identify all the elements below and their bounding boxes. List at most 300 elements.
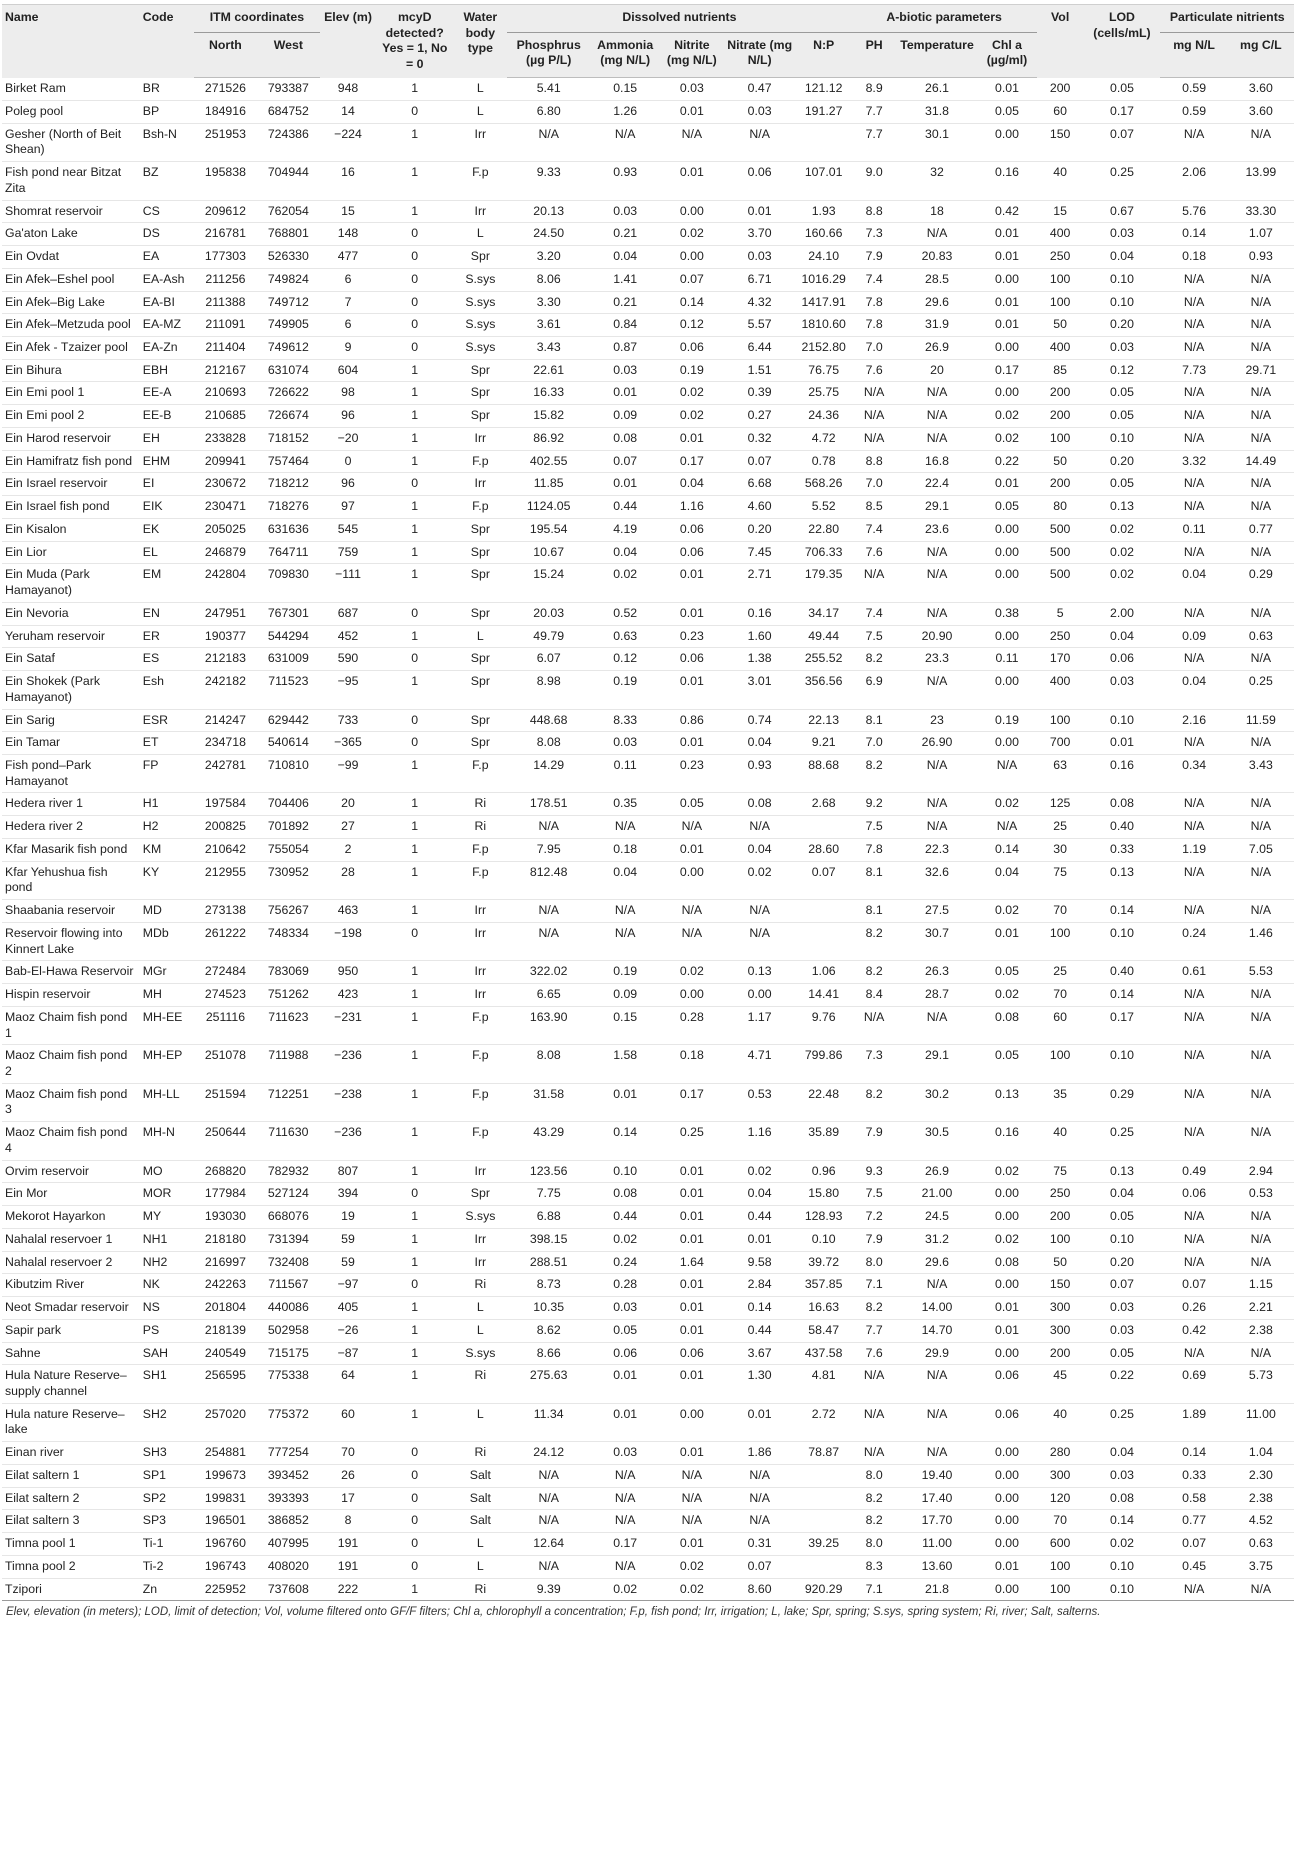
cell-mg-n: N/A xyxy=(1183,408,1205,423)
cell-vol: 85 xyxy=(1053,362,1067,377)
cell-np: 9.21 xyxy=(811,735,836,750)
cell-mg-n: 0.59 xyxy=(1182,103,1207,118)
cell-lod: 0.02 xyxy=(1109,521,1134,536)
cell-ph: 7.7 xyxy=(865,126,883,141)
cell-code: EA-BI xyxy=(142,294,175,309)
cell-mcyd: 1 xyxy=(411,126,419,141)
cell-mg-n: N/A xyxy=(1183,1254,1205,1269)
cell-ammonia: 0.04 xyxy=(613,864,638,879)
table-row xyxy=(2,1228,1294,1251)
cell-phosphrus: 49.79 xyxy=(533,628,565,643)
cell-west: 718212 xyxy=(267,476,309,491)
cell-ammonia: 0.02 xyxy=(613,1581,638,1596)
cell-ph: 7.5 xyxy=(865,819,883,834)
cell-phosphrus: 398.15 xyxy=(529,1231,568,1246)
cell-nitrate: 2.84 xyxy=(747,1277,772,1292)
cell-mg-c: 0.93 xyxy=(1248,249,1273,264)
cell-ph: 8.0 xyxy=(865,1467,883,1482)
cell-temperature: N/A xyxy=(926,605,948,620)
cell-vol: 200 xyxy=(1049,1209,1071,1224)
cell-name: Ein Hamifratz fish pond xyxy=(5,453,133,468)
cell-name: Timna pool 1 xyxy=(5,1536,76,1551)
cell-chl-a: 0.00 xyxy=(995,271,1019,286)
cell-np: 22.80 xyxy=(808,521,840,536)
cell-name: Ein Muda (Park Hamayanot) xyxy=(5,567,90,598)
cell-chl-a: 0.02 xyxy=(995,408,1019,423)
cell-ph: 7.0 xyxy=(865,476,883,491)
cell-lod: 0.20 xyxy=(1109,1254,1134,1269)
table-row xyxy=(2,382,1294,405)
cell-mcyd: 1 xyxy=(411,385,419,400)
cell-code: Ti-1 xyxy=(142,1536,164,1551)
cell-mg-n: N/A xyxy=(1183,903,1205,918)
cell-code: MH-EP xyxy=(142,1048,183,1063)
cell-elev: 191 xyxy=(337,1558,359,1573)
cell-mcyd: 0 xyxy=(411,271,419,286)
cell-chl-a: 0.19 xyxy=(995,712,1019,727)
cell-nitrite: N/A xyxy=(681,903,703,918)
cell-temperature: 23 xyxy=(930,712,944,727)
cell-ammonia: 0.03 xyxy=(613,735,638,750)
table-row xyxy=(2,314,1294,337)
table-row xyxy=(2,1342,1294,1365)
cell-ph: 8.4 xyxy=(865,987,883,1002)
cell-elev: 96 xyxy=(341,476,355,491)
cell-mcyd: 1 xyxy=(411,1048,419,1063)
cell-mcyd: 1 xyxy=(411,864,419,879)
cell-lod: 0.05 xyxy=(1109,476,1134,491)
cell-code: SP2 xyxy=(142,1490,166,1505)
cell-mg-n: N/A xyxy=(1183,126,1205,141)
cell-chl-a: 0.05 xyxy=(995,499,1019,514)
cell-water-type: Ri xyxy=(474,819,487,834)
cell-ammonia: 8.33 xyxy=(613,712,638,727)
header-north: North xyxy=(194,32,257,77)
cell-mg-c: N/A xyxy=(1250,987,1272,1002)
cell-nitrate: 5.57 xyxy=(747,317,772,332)
cell-west: 751262 xyxy=(267,987,309,1002)
cell-ph: 7.9 xyxy=(865,249,883,264)
cell-temperature: 26.9 xyxy=(925,1163,949,1178)
cell-np: 357.85 xyxy=(804,1277,843,1292)
cell-nitrate: 3.67 xyxy=(747,1345,772,1360)
cell-lod: 0.03 xyxy=(1109,1300,1134,1315)
cell-phosphrus: 1124.05 xyxy=(526,499,571,514)
cell-mg-c: N/A xyxy=(1250,1048,1272,1063)
table-row xyxy=(2,1183,1294,1206)
cell-north: 242781 xyxy=(204,757,246,772)
cell-mg-c: N/A xyxy=(1250,1254,1272,1269)
cell-elev: 463 xyxy=(337,903,359,918)
cell-west: 775338 xyxy=(267,1368,309,1383)
cell-mg-n: 0.24 xyxy=(1182,925,1207,940)
cell-mg-n: 0.26 xyxy=(1182,1300,1207,1315)
header-lod: LOD (cells/mL) xyxy=(1083,5,1160,78)
cell-np: 4.72 xyxy=(811,430,836,445)
cell-mg-c: N/A xyxy=(1250,294,1272,309)
cell-ph: N/A xyxy=(863,1406,885,1421)
cell-mg-c: 0.63 xyxy=(1248,628,1273,643)
cell-west: 393393 xyxy=(267,1490,309,1505)
cell-chl-a: 0.14 xyxy=(995,841,1019,856)
cell-ph: 8.1 xyxy=(865,903,883,918)
cell-np: 14.41 xyxy=(808,987,840,1002)
cell-ammonia: 0.09 xyxy=(613,408,638,423)
cell-north: 251953 xyxy=(204,126,246,141)
cell-west: 709830 xyxy=(267,567,309,582)
cell-elev: 64 xyxy=(341,1368,355,1383)
table-row xyxy=(2,984,1294,1007)
cell-mcyd: 0 xyxy=(411,735,419,750)
cell-nitrate: 0.01 xyxy=(747,1231,772,1246)
cell-np: 191.27 xyxy=(804,103,843,118)
cell-north: 268820 xyxy=(204,1163,246,1178)
cell-ph: 8.2 xyxy=(865,925,883,940)
cell-water-type: Ri xyxy=(474,1368,487,1383)
cell-nitrite: 0.07 xyxy=(679,271,704,286)
cell-mg-n: 0.45 xyxy=(1182,1558,1207,1573)
cell-mcyd: 1 xyxy=(411,964,419,979)
cell-ph: 7.8 xyxy=(865,294,883,309)
cell-np: 1.06 xyxy=(811,964,836,979)
cell-nitrate: 0.16 xyxy=(747,605,772,620)
table-header xyxy=(2,5,1294,78)
cell-lod: 0.04 xyxy=(1109,628,1134,643)
cell-mg-n: N/A xyxy=(1183,819,1205,834)
cell-vol: 170 xyxy=(1049,651,1071,666)
cell-elev: 9 xyxy=(344,340,352,355)
cell-vol: 125 xyxy=(1049,796,1071,811)
cell-west: 737608 xyxy=(267,1581,309,1596)
cell-north: 218139 xyxy=(204,1322,246,1337)
cell-elev: 477 xyxy=(337,249,359,264)
cell-nitrite: 0.01 xyxy=(679,605,704,620)
cell-ph: 9.3 xyxy=(865,1163,883,1178)
cell-elev: 70 xyxy=(341,1445,355,1460)
cell-ph: 7.9 xyxy=(865,1231,883,1246)
cell-np: 0.07 xyxy=(811,864,836,879)
cell-vol: 250 xyxy=(1049,249,1071,264)
cell-nitrate: 0.32 xyxy=(747,430,772,445)
cell-mcyd: 0 xyxy=(411,103,419,118)
cell-np: 5.52 xyxy=(811,499,836,514)
cell-chl-a: 0.01 xyxy=(995,1322,1019,1337)
cell-mg-c: 0.53 xyxy=(1248,1186,1273,1201)
cell-lod: 0.07 xyxy=(1109,126,1134,141)
cell-np: 128.93 xyxy=(804,1209,843,1224)
cell-np: 22.48 xyxy=(808,1086,840,1101)
cell-mcyd: 1 xyxy=(411,1368,419,1383)
cell-mg-n: 0.42 xyxy=(1182,1322,1207,1337)
cell-mcyd: 0 xyxy=(411,294,419,309)
cell-phosphrus: 8.06 xyxy=(536,271,561,286)
cell-phosphrus: 3.43 xyxy=(536,340,561,355)
cell-north: 210685 xyxy=(204,408,246,423)
cell-north: 212955 xyxy=(204,864,246,879)
cell-ammonia: N/A xyxy=(614,1490,636,1505)
cell-west: 711988 xyxy=(268,1048,309,1063)
cell-nitrate: 1.86 xyxy=(747,1445,772,1460)
table-row xyxy=(2,337,1294,360)
cell-temperature: 19.40 xyxy=(921,1467,953,1482)
cell-mg-c: N/A xyxy=(1250,735,1272,750)
table-row xyxy=(2,1403,1294,1441)
table-row xyxy=(2,1006,1294,1044)
cell-mg-n: 0.11 xyxy=(1182,521,1206,536)
cell-lod: 0.05 xyxy=(1109,1345,1134,1360)
cell-ph: 8.8 xyxy=(865,453,883,468)
header-name: Name xyxy=(2,5,140,78)
cell-vol: 35 xyxy=(1053,1086,1067,1101)
cell-mg-c: N/A xyxy=(1250,271,1272,286)
cell-mg-n: N/A xyxy=(1183,294,1205,309)
cell-north: 230471 xyxy=(204,499,246,514)
cell-mg-n: N/A xyxy=(1183,340,1205,355)
cell-phosphrus: N/A xyxy=(538,903,559,918)
cell-nitrate: 0.47 xyxy=(747,81,772,96)
cell-north: 230672 xyxy=(204,476,246,491)
cell-name: Orvim reservoir xyxy=(5,1163,90,1178)
cell-chl-a: 0.01 xyxy=(995,226,1019,241)
cell-water-type: Spr xyxy=(470,362,490,377)
cell-name: Birket Ram xyxy=(5,80,66,95)
cell-temperature: 29.1 xyxy=(925,1048,949,1063)
cell-mcyd: 1 xyxy=(411,544,419,559)
cell-north: 274523 xyxy=(204,987,246,1002)
cell-lod: 0.67 xyxy=(1109,203,1134,218)
cell-elev: 97 xyxy=(341,499,355,514)
cell-name: Ein Afek - Tzaizer pool xyxy=(5,340,128,355)
cell-mg-n: N/A xyxy=(1183,476,1205,491)
cell-mg-c: N/A xyxy=(1250,1009,1272,1024)
cell-name: Ein Israel reservoir xyxy=(5,476,108,491)
cell-chl-a: 0.00 xyxy=(995,735,1019,750)
cell-elev: 148 xyxy=(337,226,359,241)
cell-vol: 100 xyxy=(1049,1048,1071,1063)
cell-temperature: 27.5 xyxy=(925,903,949,918)
cell-vol: 80 xyxy=(1053,499,1067,514)
cell-nitrate: N/A xyxy=(749,925,770,940)
cell-mg-n: 1.19 xyxy=(1182,841,1207,856)
cell-phosphrus: 24.50 xyxy=(533,226,565,241)
cell-ammonia: 0.44 xyxy=(613,1209,638,1224)
cell-ammonia: 0.03 xyxy=(613,203,638,218)
cell-mg-c: 0.29 xyxy=(1248,567,1273,582)
cell-lod: 0.16 xyxy=(1109,757,1134,772)
cell-west: 502958 xyxy=(267,1322,309,1337)
cell-mg-c: 1.15 xyxy=(1248,1277,1273,1292)
cell-water-type: Spr xyxy=(470,605,490,620)
cell-west: 768801 xyxy=(267,226,309,241)
cell-nitrate: 0.04 xyxy=(747,1186,772,1201)
table-row xyxy=(2,816,1294,839)
cell-nitrite: 0.01 xyxy=(679,1368,704,1383)
table-row xyxy=(2,291,1294,314)
cell-elev: 0 xyxy=(344,453,352,468)
cell-west: 704406 xyxy=(267,796,309,811)
cell-code: MDb xyxy=(142,925,169,940)
cell-mg-n: N/A xyxy=(1183,1125,1205,1140)
cell-ammonia: 0.01 xyxy=(613,385,638,400)
cell-mcyd: 1 xyxy=(411,819,419,834)
cell-name: Timna pool 2 xyxy=(5,1558,76,1573)
cell-west: 704944 xyxy=(267,165,309,180)
cell-elev: −99 xyxy=(337,757,359,772)
cell-nitrate: 0.03 xyxy=(747,249,772,264)
cell-elev: −236 xyxy=(334,1048,362,1063)
cell-mcyd: 1 xyxy=(411,1209,419,1224)
cell-temperature: 31.9 xyxy=(925,317,949,332)
cell-north: 242182 xyxy=(204,674,246,689)
header-phosphrus: Phosphrus (µg P/L) xyxy=(507,32,589,77)
cell-chl-a: 0.08 xyxy=(995,1009,1019,1024)
cell-water-type: S.sys xyxy=(465,271,496,286)
cell-phosphrus: N/A xyxy=(538,1467,559,1482)
cell-mg-n: N/A xyxy=(1183,385,1205,400)
cell-temperature: 32 xyxy=(930,165,944,180)
cell-mcyd: 0 xyxy=(411,712,419,727)
cell-nitrate: 0.04 xyxy=(747,841,772,856)
cell-ammonia: 0.03 xyxy=(613,1300,638,1315)
cell-nitrite: 0.01 xyxy=(679,1186,704,1201)
cell-nitrate: N/A xyxy=(749,1490,770,1505)
cell-lod: 0.10 xyxy=(1109,1048,1134,1063)
cell-ammonia: 0.15 xyxy=(613,81,638,96)
cell-name: Poleg pool xyxy=(5,103,64,118)
cell-ph: 9.0 xyxy=(865,165,883,180)
table-row xyxy=(2,518,1294,541)
cell-temperature: 22.4 xyxy=(925,476,949,491)
cell-nitrate: 8.60 xyxy=(747,1581,772,1596)
cell-north: 272484 xyxy=(204,964,246,979)
cell-name: Hedera river 1 xyxy=(5,796,83,811)
cell-chl-a: 0.02 xyxy=(995,1163,1019,1178)
cell-lod: 0.13 xyxy=(1109,499,1134,514)
cell-water-type: F.p xyxy=(472,864,489,879)
cell-nitrite: 0.04 xyxy=(679,476,704,491)
cell-mcyd: 1 xyxy=(411,203,419,218)
cell-nitrite: 0.02 xyxy=(679,385,704,400)
cell-temperature: 29.6 xyxy=(925,1254,949,1269)
cell-elev: 950 xyxy=(337,964,359,979)
cell-north: 200825 xyxy=(204,819,246,834)
cell-nitrite: 0.14 xyxy=(679,294,704,309)
cell-water-type: Spr xyxy=(470,521,490,536)
cell-mg-n: 7.73 xyxy=(1182,362,1207,377)
cell-name: Ein Lior xyxy=(5,544,47,559)
cell-vol: 200 xyxy=(1049,1345,1071,1360)
cell-west: 440086 xyxy=(267,1300,309,1315)
cell-mg-c: N/A xyxy=(1250,864,1272,879)
header-ph: PH xyxy=(851,32,897,77)
cell-mg-c: N/A xyxy=(1250,317,1272,332)
cell-mg-n: N/A xyxy=(1183,1231,1205,1246)
cell-code: ES xyxy=(142,651,160,666)
cell-lod: 0.03 xyxy=(1109,1322,1134,1337)
cell-north: 196743 xyxy=(204,1558,246,1573)
cell-mg-c: 3.60 xyxy=(1248,81,1273,96)
cell-mcyd: 1 xyxy=(411,841,419,856)
table-row xyxy=(2,450,1294,473)
cell-phosphrus: 14.29 xyxy=(533,757,565,772)
cell-west: 749712 xyxy=(267,294,309,309)
cell-elev: 6 xyxy=(344,317,352,332)
cell-mg-c: 1.07 xyxy=(1248,226,1273,241)
cell-west: 386852 xyxy=(267,1513,309,1528)
cell-code: DS xyxy=(142,226,160,241)
cell-lod: 0.04 xyxy=(1109,1186,1134,1201)
table-row xyxy=(2,1510,1294,1533)
cell-elev: 17 xyxy=(341,1490,355,1505)
cell-mg-c: 2.38 xyxy=(1248,1490,1273,1505)
cell-vol: 250 xyxy=(1049,1186,1071,1201)
cell-chl-a: 0.00 xyxy=(995,521,1019,536)
cell-mg-n: 5.76 xyxy=(1182,203,1207,218)
cell-water-type: Irr xyxy=(474,1163,487,1178)
cell-vol: 60 xyxy=(1053,103,1067,118)
cell-code: SH2 xyxy=(142,1406,167,1421)
cell-ammonia: 0.18 xyxy=(613,841,638,856)
cell-lod: 0.02 xyxy=(1109,1536,1134,1551)
cell-mcyd: 0 xyxy=(411,249,419,264)
cell-name: Ein Sataf xyxy=(5,651,55,666)
cell-name: Ein Tamar xyxy=(5,735,61,750)
cell-phosphrus: 6.80 xyxy=(536,103,561,118)
cell-name: Ein Emi pool 1 xyxy=(5,385,85,400)
cell-chl-a: 0.00 xyxy=(995,1536,1019,1551)
cell-np xyxy=(796,900,851,923)
table-row xyxy=(2,961,1294,984)
cell-temperature: 21.00 xyxy=(921,1186,953,1201)
cell-chl-a: 0.02 xyxy=(995,1231,1019,1246)
cell-elev: 28 xyxy=(341,864,355,879)
table-row xyxy=(2,1206,1294,1229)
cell-temperature: N/A xyxy=(926,1445,948,1460)
cell-mg-n: N/A xyxy=(1183,1345,1205,1360)
cell-mcyd: 0 xyxy=(411,1558,419,1573)
cell-name: Ein Shokek (Park Hamayanot) xyxy=(5,674,101,704)
cell-ammonia: 0.06 xyxy=(613,1345,638,1360)
cell-mcyd: 1 xyxy=(411,408,419,423)
cell-vol: 100 xyxy=(1049,271,1071,286)
cell-elev: 590 xyxy=(337,651,359,666)
cell-lod: 0.03 xyxy=(1109,340,1134,355)
table-row xyxy=(2,900,1294,923)
cell-water-type: L xyxy=(476,1300,484,1315)
cell-temperature: 23.3 xyxy=(925,651,949,666)
cell-temperature: 26.3 xyxy=(925,964,949,979)
cell-water-type: L xyxy=(476,103,484,118)
cell-nitrate: 0.20 xyxy=(747,521,772,536)
table-row xyxy=(2,1251,1294,1274)
cell-code: Bsh-N xyxy=(142,126,177,141)
cell-name: Nahalal reservoer 1 xyxy=(5,1231,113,1246)
cell-mg-n: N/A xyxy=(1183,317,1205,332)
cell-name: Kfar Yehushua fish pond xyxy=(5,864,108,895)
cell-ammonia: 0.01 xyxy=(613,476,638,491)
header-temperature: Temperature xyxy=(897,32,977,77)
cell-nitrite: N/A xyxy=(681,819,703,834)
cell-mg-c: 5.53 xyxy=(1248,964,1273,979)
cell-vol: 50 xyxy=(1053,1254,1067,1269)
cell-vol: 40 xyxy=(1053,165,1067,180)
cell-north: 212183 xyxy=(204,651,246,666)
cell-code: ER xyxy=(142,628,160,643)
cell-name: Maoz Chaim fish pond 1 xyxy=(5,1009,128,1040)
cell-nitrite: 0.01 xyxy=(679,1300,704,1315)
cell-north: 254881 xyxy=(204,1445,246,1460)
cell-north: 233828 xyxy=(204,430,246,445)
